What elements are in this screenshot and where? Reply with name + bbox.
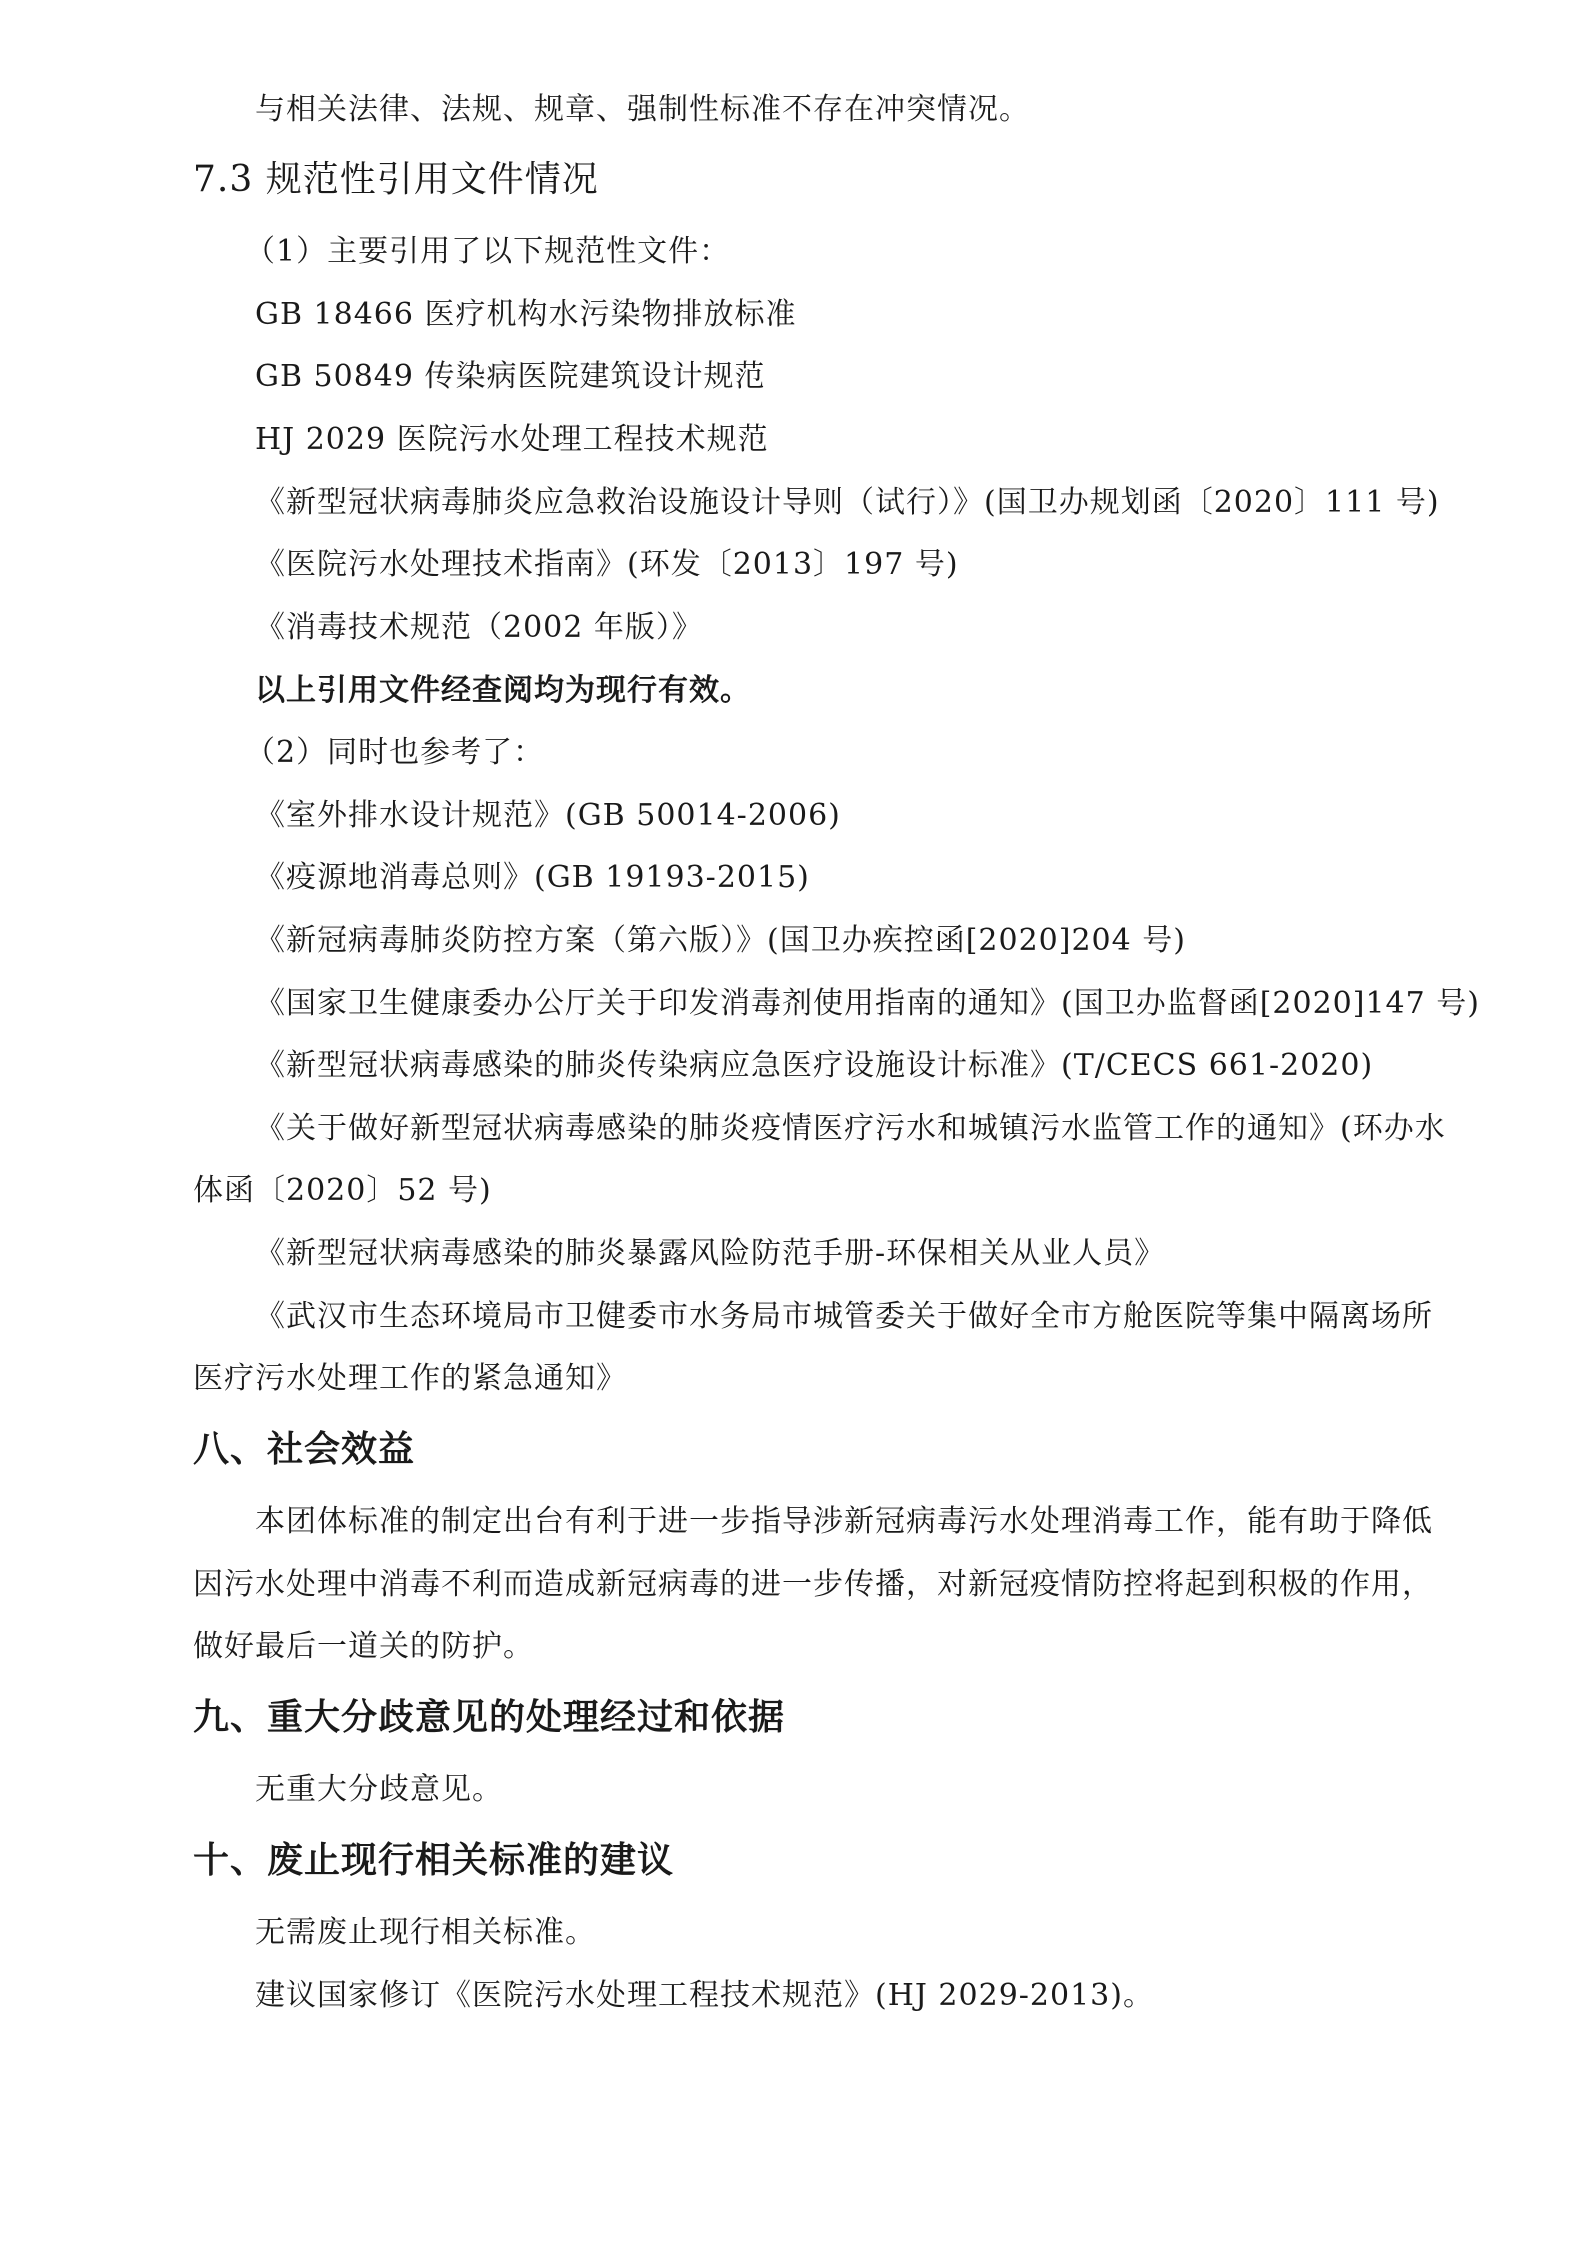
section-8-heading: 八、社会效益 (193, 1429, 416, 1470)
section-9-heading: 九、重大分歧意见的处理经过和依据 (193, 1697, 786, 1738)
reference-item: 《疫源地消毒总则》(GB 19193-2015) (255, 860, 810, 895)
reference-item: 《新型冠状病毒感染的肺炎传染病应急医疗设施设计标准》(T/CECS 661-2020) (255, 1048, 1374, 1083)
reference-item: 《室外排水设计规范》(GB 50014-2006) (255, 798, 841, 833)
reference-item: HJ 2029 医院污水处理工程技术规范 (255, 422, 769, 457)
reference-item: 《国家卫生健康委办公厅关于印发消毒剂使用指南的通知》(国卫办监督函[2020]147 号) (255, 986, 1480, 1021)
reference-item: 《新冠病毒肺炎防控方案（第六版）》(国卫办疾控函[2020]204 号) (255, 923, 1186, 958)
paragraph-line: 建议国家修订《医院污水处理工程技术规范》(HJ 2029-2013)。 (255, 1978, 1154, 2013)
reference-item: 《新型冠状病毒肺炎应急救治设施设计导则（试行）》(国卫办规划函〔2020〕111 号) (255, 485, 1440, 520)
reference-item: 《医院污水处理技术指南》(环发〔2013〕197 号) (255, 547, 959, 582)
paragraph-line: 与相关法律、法规、规章、强制性标准不存在冲突情况。 (255, 92, 1030, 127)
paragraph-line: 因污水处理中消毒不利而造成新冠病毒的进一步传播，对新冠疫情防控将起到积极的作用， (193, 1567, 1433, 1602)
reference-item-continuation: 体函〔2020〕52 号) (193, 1173, 492, 1208)
reference-list-intro: （1）主要引用了以下规范性文件： (245, 234, 731, 269)
reference-item: 《新型冠状病毒感染的肺炎暴露风险防范手册-环保相关从业人员》 (255, 1236, 1166, 1271)
additional-reference-intro: （2）同时也参考了： (245, 735, 545, 770)
section-7-3-title: 7.3 规范性引用文件情况 (193, 159, 599, 200)
reference-item: 《关于做好新型冠状病毒感染的肺炎疫情医疗污水和城镇污水监管工作的通知》(环办水 (255, 1111, 1446, 1146)
reference-item-continuation: 医疗污水处理工作的紧急通知》 (193, 1361, 627, 1396)
reference-item: GB 18466 医疗机构水污染物排放标准 (255, 297, 797, 332)
reference-item: 《消毒技术规范（2002 年版）》 (255, 610, 703, 645)
reference-item: 《武汉市生态环境局市卫健委市水务局市城管委关于做好全市方舱医院等集中隔离场所 (255, 1299, 1433, 1334)
paragraph-line: 做好最后一道关的防护。 (193, 1629, 534, 1664)
section-10-heading: 十、废止现行相关标准的建议 (193, 1840, 675, 1881)
reference-validity-note: 以上引用文件经查阅均为现行有效。 (255, 673, 751, 708)
paragraph-line: 无需废止现行相关标准。 (255, 1915, 596, 1950)
paragraph-line: 无重大分歧意见。 (255, 1772, 503, 1807)
reference-item: GB 50849 传染病医院建筑设计规范 (255, 359, 766, 394)
paragraph-line: 本团体标准的制定出台有利于进一步指导涉新冠病毒污水处理消毒工作，能有助于降低 (255, 1504, 1433, 1539)
